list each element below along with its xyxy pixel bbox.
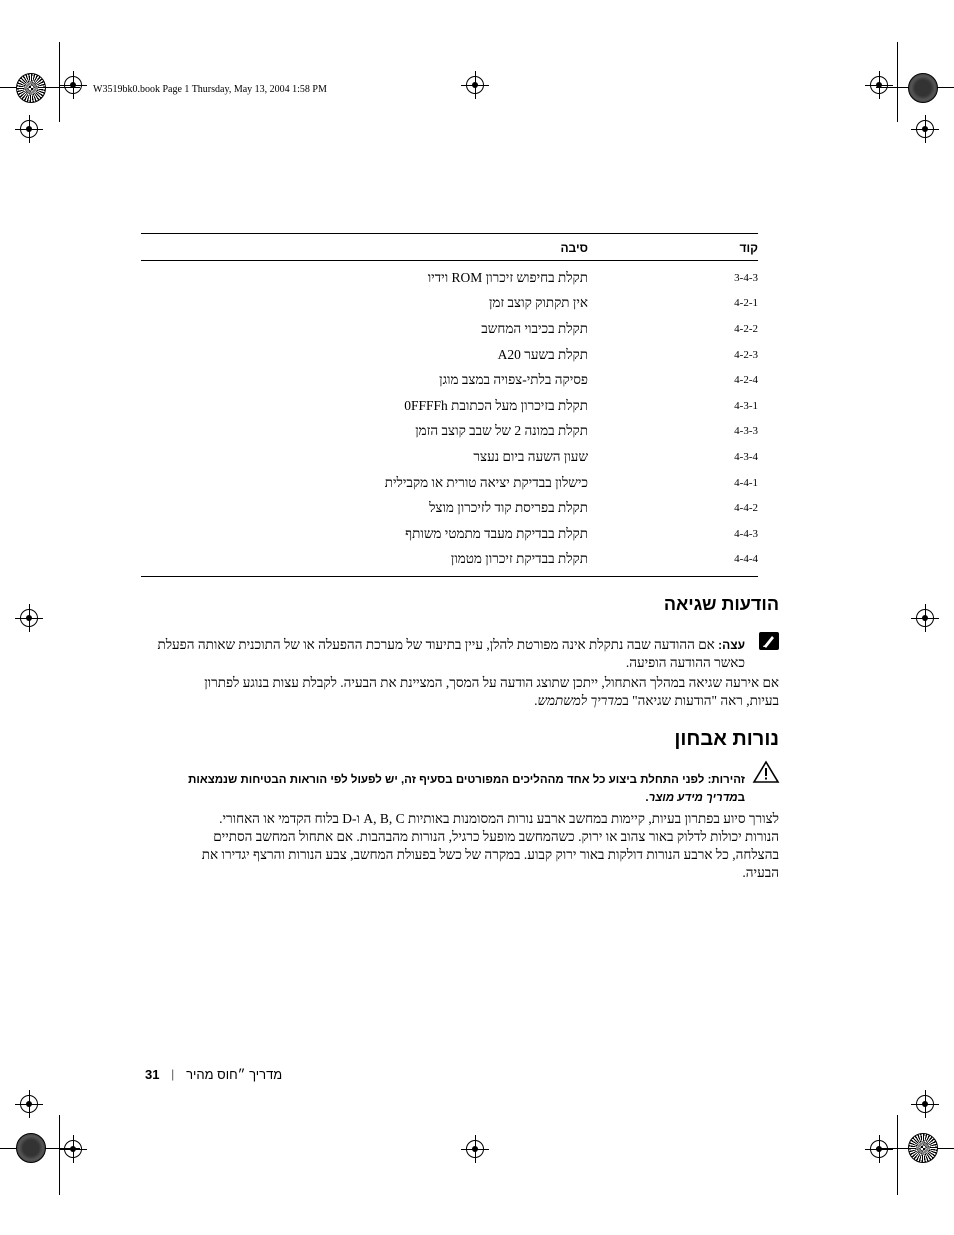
- body-line: הנורות יכולות לדלוק באור צהוב או ירוק. כשהמחשב מופעל כרגיל, הנורות מהבהבות. אם אתחול המחשב הסתיים: [213, 829, 779, 844]
- page-number: 31: [145, 1066, 160, 1082]
- registration-mark-icon: [466, 76, 484, 94]
- table-row: [141, 495, 758, 521]
- caution-triangle-icon: [752, 760, 780, 784]
- caution-label: זהירות:: [707, 774, 745, 786]
- code-cell: 4-2-4: [734, 374, 758, 387]
- code-cell: 4-4-2: [734, 502, 758, 515]
- section-title-diagnostic-lights: נורות אבחון: [674, 728, 779, 750]
- registration-mark-icon: [20, 609, 38, 627]
- code-cell: 4-2-1: [734, 297, 758, 310]
- registration-mark-icon: [20, 120, 38, 138]
- error-messages-body: [169, 674, 779, 710]
- table-row: [141, 316, 758, 342]
- beep-code-table: [141, 233, 758, 577]
- registration-mark-icon: [466, 1140, 484, 1158]
- description-cell: תקלת בכיבוי המחשב: [481, 320, 588, 336]
- code-cell: 3-4-3: [734, 271, 758, 284]
- code-cell: 4-3-1: [734, 399, 758, 412]
- description-cell: אין תקתוק קוצב זמן: [488, 295, 588, 311]
- table-row: [141, 470, 758, 496]
- code-cell: 4-4-4: [588, 547, 758, 577]
- description-cell: תקלת בזיכרון מעל הכתובת 0FFFFh: [404, 397, 588, 413]
- description-cell: תקלת בפריסת קוד לזיכרון מוצל: [429, 500, 588, 516]
- description-cell: תקלת בבדיקת מעבד מתמטי משותף: [405, 525, 588, 541]
- crop-mark: [59, 1115, 60, 1195]
- table-row: [141, 393, 758, 419]
- footer-book-title: מדריך ״חוס מהיר: [186, 1066, 283, 1082]
- note-paragraph: [145, 636, 745, 672]
- table-row: [141, 419, 758, 445]
- registration-mark-icon: [916, 120, 934, 138]
- description-cell: שעון השעה ביום נעצר: [473, 448, 588, 464]
- registration-star-icon: [908, 1133, 938, 1163]
- crop-mark: [897, 42, 898, 122]
- note-label: עצה:: [718, 638, 745, 652]
- body-text: אם אירעה שגיאה במהלך האתחול, ייתכן שתוצג הודעה על המסך, המציינת את הבעיה. לקבלת עצות בנוגע לפתרון בעיות, ראה "הודעות שגיאה" ב: [204, 675, 779, 708]
- registration-mark-icon: [64, 1140, 82, 1158]
- table-row: [141, 261, 758, 291]
- registration-mark-icon: [916, 1095, 934, 1113]
- body-text-end: .: [534, 693, 538, 708]
- body-line: בהצלחה, כל ארבע הנורות דולקות באור ירוק קבוע. במקרה של כשל בפעולת המחשב, צבע הנורות והרצף יגדירו את: [201, 847, 779, 862]
- user-guide-reference: מדריך למשתמש: [537, 693, 623, 708]
- crop-mark: [59, 42, 60, 122]
- description-cell: פסיקה בלתי-צפויה במצב מוגן: [439, 372, 588, 388]
- code-cell: 4-3-3: [734, 425, 758, 438]
- registration-mark-icon: [20, 1095, 38, 1113]
- note-text: אם ההודעה שבה נתקלת אינה מפורטת להלן, עיין בתיעוד של מערכת ההפעלה או של התוכנית שאותה הפעלת כאשר ההודעה הופיעה.: [157, 637, 745, 670]
- table-row: [141, 367, 758, 393]
- section-title-error-messages: הודעות שגיאה: [663, 594, 779, 614]
- code-cell: 4-4-3: [734, 527, 758, 540]
- body-line: לצורך סיוע בפתרון בעיות, קיימות במחשב ארבע נורות המסומנות באותיות A, B, C ו-D בלוח הקדמי או האחורי.: [219, 811, 779, 826]
- footer-separator: |: [171, 1066, 175, 1081]
- registration-mark-icon: [870, 76, 888, 94]
- description-cell: תקלת בבדיקת זיכרון מטמון: [141, 547, 588, 577]
- description-cell: תקלת בחיפוש זיכרון ROM וידיו: [427, 269, 588, 285]
- caution-paragraph: [155, 771, 745, 807]
- table-row: [141, 521, 758, 547]
- table-row: [141, 444, 758, 470]
- caution-text: לפני התחלת ביצוע כל אחד מההליכים המפורטים בסעיף זה, יש לפעול לפי הוראות הבטיחות שנמצאות ב: [188, 774, 745, 804]
- description-cell: תקלת בשער A20: [497, 346, 588, 362]
- code-cell: 4-2-2: [734, 322, 758, 335]
- page-footer: [145, 1066, 445, 1082]
- column-header-description: סיבה: [141, 234, 588, 261]
- table-row: [141, 547, 758, 577]
- registration-star-icon: [16, 1133, 46, 1163]
- product-info-reference: מדריך מידע מוצר: [648, 792, 738, 804]
- code-cell: 4-4-1: [734, 476, 758, 489]
- table-row: [141, 291, 758, 317]
- code-cell: 4-2-3: [734, 348, 758, 361]
- description-cell: כישלון בבדיקת יציאה טורית או מקבילית: [384, 474, 588, 490]
- diagnostic-lights-body: [159, 810, 779, 882]
- code-cell: 4-3-4: [734, 450, 758, 463]
- registration-star-icon: [16, 73, 46, 103]
- column-header-code: קוד: [588, 234, 758, 261]
- registration-mark-icon: [870, 1140, 888, 1158]
- caution-end: .: [645, 792, 649, 804]
- crop-mark: [897, 1115, 898, 1195]
- table-row: [141, 342, 758, 368]
- description-cell: תקלת במונה 2 של שבב קוצב הזמן: [415, 423, 588, 439]
- registration-mark-icon: [916, 609, 934, 627]
- print-header: W3519bk0.book Page 1 Thursday, May 13, 2004 1:58 PM: [93, 84, 327, 95]
- note-pencil-icon: [759, 632, 779, 650]
- registration-star-icon: [908, 73, 938, 103]
- registration-mark-icon: [64, 76, 82, 94]
- body-line: הבעיה.: [742, 865, 779, 880]
